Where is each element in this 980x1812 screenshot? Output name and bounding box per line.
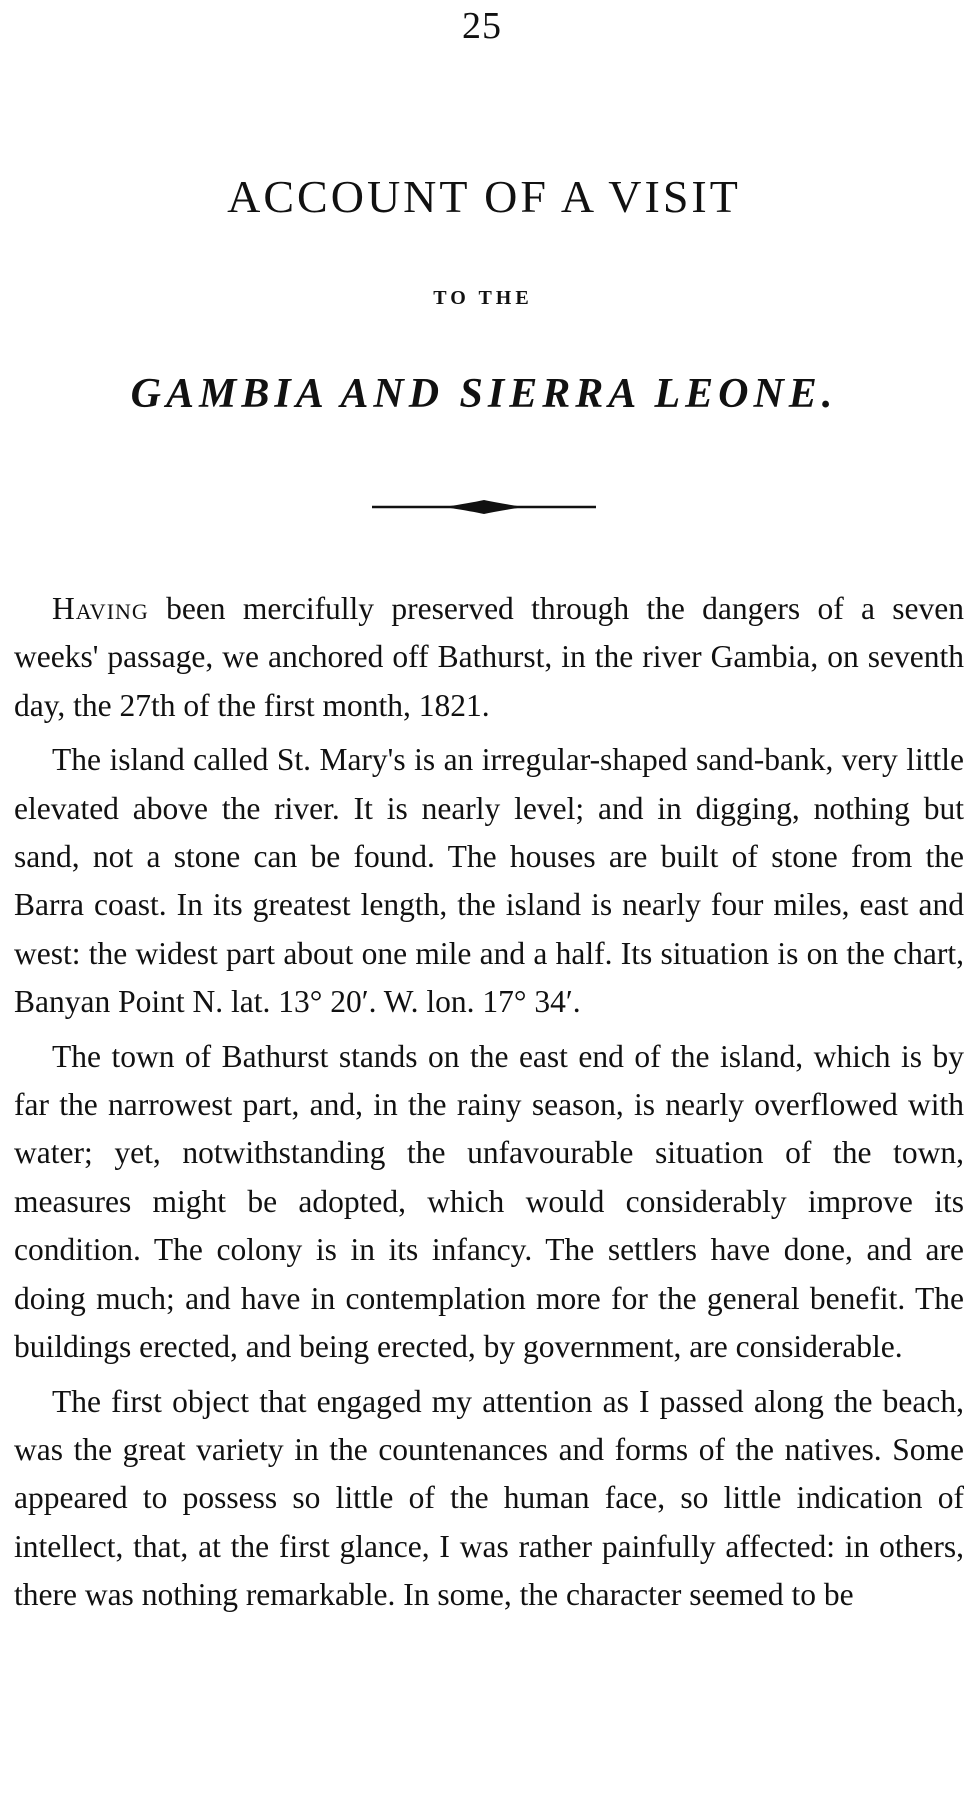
ornamental-rule-icon (370, 490, 598, 524)
paragraph-1 (14, 585, 964, 730)
paragraph-1-text: been mercifully preserved through the dangers of a seven weeks' passage, we anchored off Bathurst, in the river Gambia, on seventh day, the 27th of the first month, 1821. (14, 591, 964, 723)
page-title: ACCOUNT OF A VISIT (227, 171, 741, 222)
paragraph-4: The first object that engaged my attention as I passed along the beach, was the great variety in the countenances and forms of the natives. Some appeared to possess so little of the human face, so little indication of intellect, that, at the first glance, I was rather painfully affected: in others, there was nothing remarkable. In some, the character seemed to be (14, 1383, 964, 1613)
title-connector: TO THE (433, 287, 533, 309)
paragraph-lead-word: Having (52, 591, 149, 626)
body-text (14, 585, 964, 1620)
paragraph-2: The island called St. Mary's is an irregular-shaped sand-bank, very little elevated above the river. It is nearly level; and in digging, nothing but sand, not a stone can be found. The houses are built of stone from the Barra coast. In its greatest length, the island is nearly four miles, east and west: the widest part about one mile and a half. Its situation is on the chart, Banyan Point N. lat. 13° 20′. W. lon. 17° 34′. (14, 742, 964, 1020)
paragraph-3: The town of Bathurst stands on the east end of the island, which is by far the narrowest part, and, in the rainy season, is nearly overflowed with water; yet, notwithstanding the unfavourable situation of the town, measures might be adopted, which would considerably improve its condition. The colony is in its infancy. The settlers have done, and are doing much; and have in contemplation more for the general benefit. The buildings erected, and being erected, by government, are considerable. (14, 1038, 964, 1365)
page-subtitle: GAMBIA AND SIERRA LEONE. (130, 371, 838, 417)
page-number: 25 (462, 5, 502, 47)
